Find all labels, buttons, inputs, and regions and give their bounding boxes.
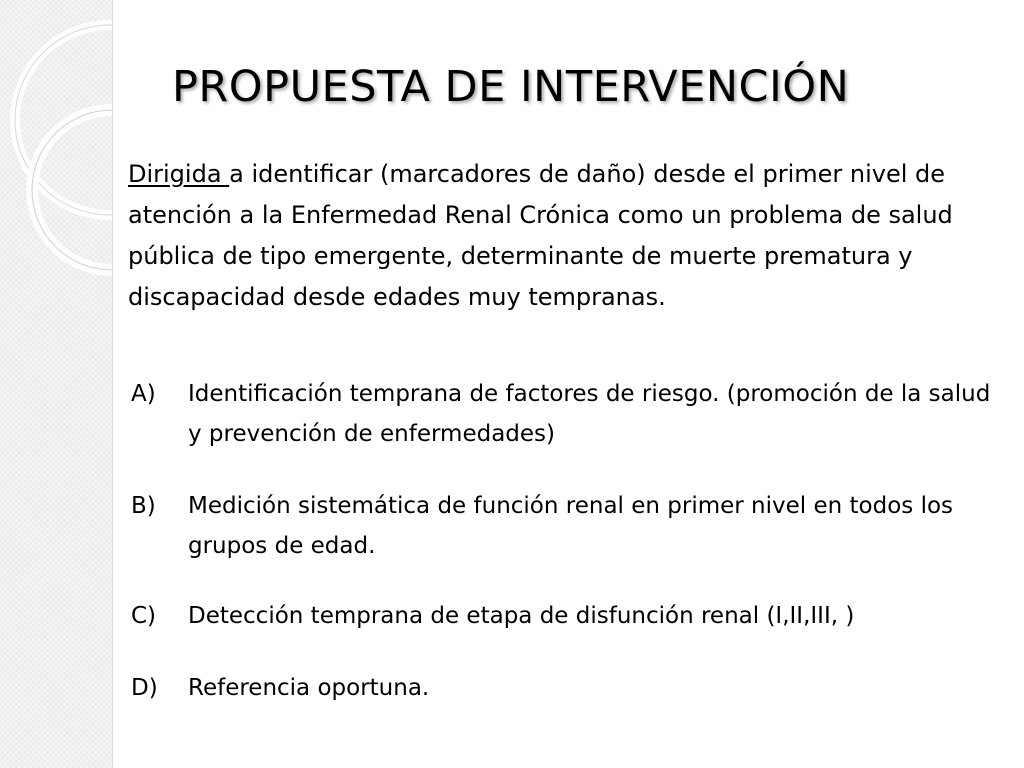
decorative-side-panel <box>0 0 113 768</box>
decorative-circles <box>0 0 112 768</box>
intro-paragraph <box>128 154 978 318</box>
list-item <box>131 596 1011 636</box>
list-item-text: Referencia oportuna. <box>188 675 430 701</box>
list-item <box>131 668 1011 708</box>
slide-title: PROPUESTA DE INTERVENCIÓN <box>172 62 850 112</box>
list-item-text: Detección temprana de etapa de disfunción renal (I,II,III, ) <box>188 603 855 629</box>
list-item-marker: D) <box>131 675 158 701</box>
list-item-marker: C) <box>131 603 157 629</box>
intervention-list <box>131 374 1011 708</box>
list-item-text: Identificación temprana de factores de riesgo. (promoción de la salud y prevención de enfermedades) <box>188 381 991 447</box>
list-item-text: Medición sistemática de función renal en primer nivel en todos los grupos de edad. <box>188 493 954 559</box>
list-item-marker: A) <box>131 381 156 407</box>
list-item <box>131 486 1011 566</box>
intro-text: a identificar (marcadores de daño) desde el primer nivel de atención a la Enfermedad Renal Crónica como un problema de salud pública de tipo emergente, determinante de muerte prematura y discapacidad desde edades muy tempranas. <box>128 160 953 311</box>
list-item <box>131 374 1011 454</box>
list-item-marker: B) <box>131 493 156 519</box>
intro-underlined-word: Dirigida <box>128 160 230 188</box>
